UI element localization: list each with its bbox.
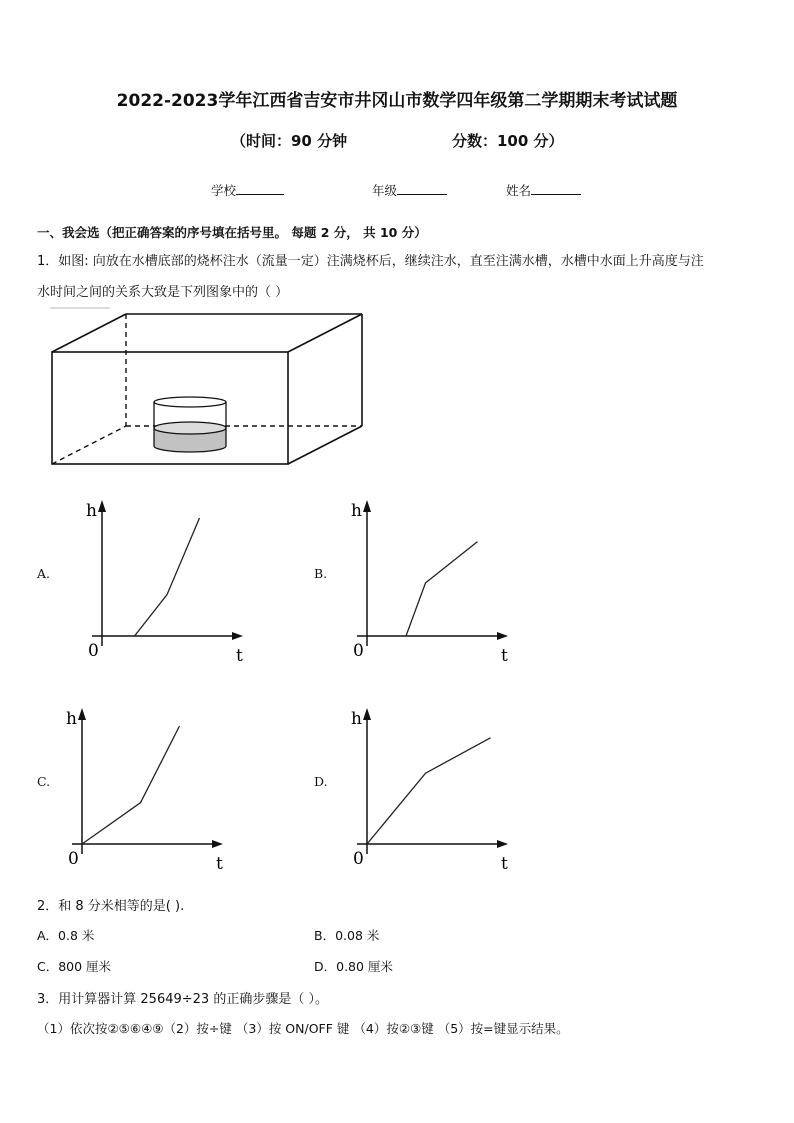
x-axis-arrow — [497, 840, 508, 848]
name-blank[interactable] — [531, 182, 581, 195]
option-c-label[interactable]: C. — [37, 774, 51, 789]
y-axis-label: h — [351, 501, 362, 521]
height-time-line — [135, 518, 200, 636]
x-axis-label: t — [236, 646, 243, 666]
q2-option-d[interactable]: D．0.80 厘米 — [314, 959, 393, 974]
height-time-line — [406, 542, 478, 636]
y-axis-label: h — [86, 501, 97, 521]
origin-label: 0 — [353, 849, 364, 869]
grade-blank[interactable] — [397, 182, 447, 195]
name-label: 姓名 — [506, 183, 532, 198]
school-blank[interactable] — [236, 182, 284, 195]
height-time-line — [82, 726, 180, 844]
q3-stem: 3．用计算器计算 25649÷23 的正确步骤是（ ）。 — [37, 992, 328, 1007]
option-d-label[interactable]: D. — [314, 774, 328, 789]
y-axis-arrow — [98, 500, 106, 512]
q2-option-c[interactable]: C．800 厘米 — [37, 959, 112, 974]
graph-a[interactable] — [80, 490, 255, 670]
grade-field — [372, 181, 447, 199]
origin-label: 0 — [68, 849, 79, 869]
y-axis-label: h — [66, 709, 77, 729]
page-title: 2022-2023学年江西省吉安市井冈山市数学四年级第二学期期末考试试题 — [116, 91, 678, 111]
height-time-line — [367, 738, 491, 844]
option-b-label[interactable]: B. — [314, 566, 328, 581]
y-axis-arrow — [363, 500, 371, 512]
graph-b[interactable] — [345, 490, 520, 670]
q3-steps: （1）依次按②⑤⑥④⑨（2）按÷键 （3）按 ON/OFF 键 （4）按②③键 （5）按=键显示结果。 — [37, 1021, 569, 1036]
x-axis-label: t — [501, 646, 508, 666]
name-field — [506, 181, 581, 199]
water-tank-diagram — [30, 305, 375, 475]
y-axis-arrow — [78, 708, 86, 720]
y-axis-label: h — [351, 709, 362, 729]
x-axis-label: t — [216, 854, 223, 874]
x-axis-label: t — [501, 854, 508, 874]
origin-label: 0 — [353, 641, 364, 661]
school-label: 学校 — [211, 183, 237, 198]
x-axis-arrow — [497, 632, 508, 640]
x-axis-arrow — [232, 632, 243, 640]
graph-c[interactable] — [60, 698, 235, 878]
grade-label: 年级 — [372, 183, 398, 198]
school-field — [211, 181, 284, 199]
q2-option-b[interactable]: B．0.08 米 — [314, 928, 380, 943]
x-axis-arrow — [212, 840, 223, 848]
graph-d[interactable] — [345, 698, 520, 878]
total-score: 分数：100 分） — [452, 132, 564, 150]
y-axis-arrow — [363, 708, 371, 720]
beaker — [154, 397, 226, 452]
q1-stem-line1: 1．如图: 向放在水槽底部的烧杯注水（流量一定）注满烧杯后，继续注水，直至注满水槽，水槽中水面上升高度与注 — [37, 254, 704, 269]
time-limit: （时间：90 分钟 — [231, 132, 348, 150]
q2-stem: 2．和 8 分米相等的是( ). — [37, 899, 185, 914]
section-heading: 一、我会选（把正确答案的序号填在括号里。 每题 2 分， 共 10 分） — [37, 225, 427, 240]
origin-label: 0 — [88, 641, 99, 661]
q2-option-a[interactable]: A．0.8 米 — [37, 928, 95, 943]
q1-stem-line2: 水时间之间的关系大致是下列图象中的（ ） — [37, 285, 289, 300]
option-a-label[interactable]: A. — [37, 566, 51, 581]
